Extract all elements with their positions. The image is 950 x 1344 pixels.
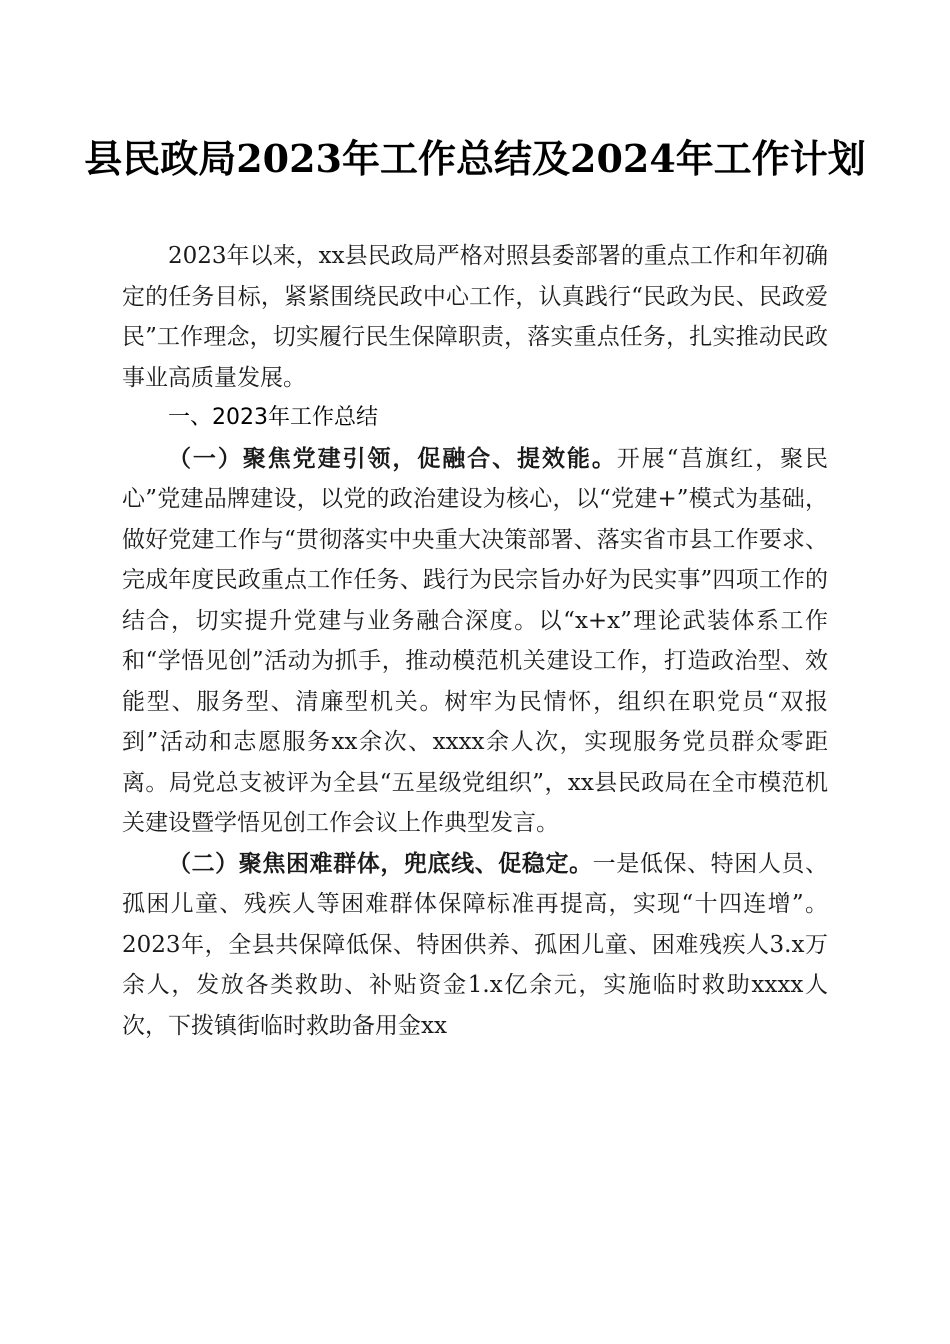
- paragraph-lead-difficult-groups: （二）聚焦困难群体，兜底线、促稳定。: [168, 849, 593, 877]
- intro-paragraph: 2023年以来，xx县民政局严格对照县委部署的重点工作和年初确定的任务目标，紧紧围绕民政中心工作，认真践行“民政为民、民政爱民”工作理念，切实履行民生保障职责，落实重点任务，扎实推动民政事业高质量发展。: [122, 243, 828, 391]
- paragraph-party-building: [122, 439, 828, 844]
- document-title: 县民政局2023年工作总结及2024年工作计划: [84, 136, 866, 181]
- paragraph-lead-party-building: （一）聚焦党建引领，促融合、提效能。: [168, 444, 617, 472]
- document-body: [122, 236, 828, 1046]
- paragraph-difficult-groups: [122, 844, 828, 1047]
- paragraph-text-difficult-groups: 一是低保、特困人员、孤困儿童、残疾人等困难群体保障标准再提高，实现“十四连增”。2023年，全县共保障低保、特困供养、孤困儿童、困难残疾人3.x万余人，发放各类救助、补贴资金1.x亿余元，实施临时救助xxxx人次，下拨镇街临时救助备用金xx: [122, 850, 829, 1039]
- paragraph-text-party-building: 开展“莒旗红，聚民心”党建品牌建设，以党的政治建设为核心，以“党建+”模式为基础，做好党建工作与“贯彻落实中央重大决策部署、落实省市县工作要求、完成年度民政重点工作任务、践行为民宗旨办好为民实事”四项工作的结合，切实提升党建与业务融合深度。以“x+x”理论武装体系工作和“学悟见创”活动为抓手，推动模范机关建设工作，打造政治型、效能型、服务型、清廉型机关。树牢为民情怀，组织在职党员“双报到”活动和志愿服务xx余次、xxxx余人次，实现服务党员群众零距离。局党总支被评为全县“五星级党组织”，xx县民政局在全市模范机关建设暨学悟见创工作会议上作典型发言。: [122, 445, 828, 836]
- section-heading-2023-summary: 一、2023年工作总结: [168, 405, 378, 430]
